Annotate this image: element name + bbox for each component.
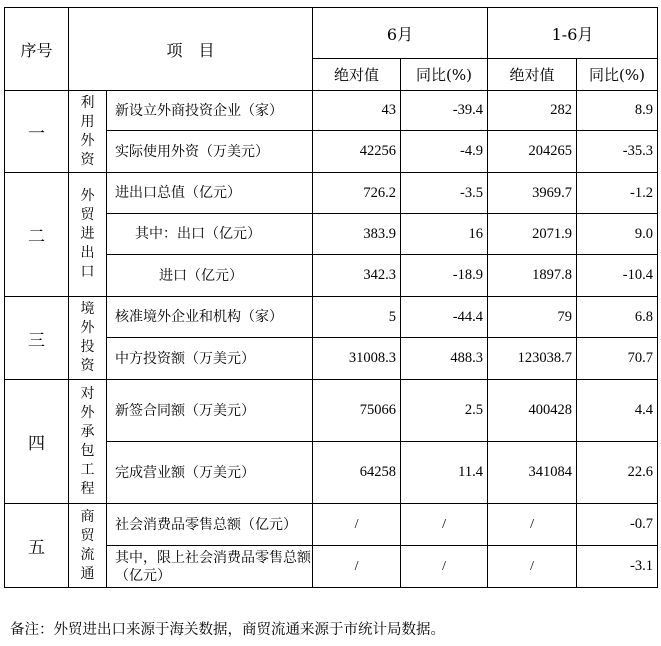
cell-abs-june: 64258	[313, 442, 401, 504]
row-item: 新签合同额（万美元）	[107, 380, 313, 442]
header-seq: 序号	[5, 8, 69, 91]
header-abs-june: 绝对值	[313, 59, 401, 91]
cell-abs-ytd: 2071.9	[488, 214, 577, 255]
cell-yoy-june: /	[401, 546, 488, 588]
row-item: 中方投资额（万美元）	[107, 338, 313, 380]
cell-yoy-ytd: -1.2	[577, 173, 658, 214]
cell-abs-ytd: 123038.7	[488, 338, 577, 380]
cell-abs-ytd: 79	[488, 297, 577, 338]
cell-yoy-june: 11.4	[401, 442, 488, 504]
section-category: 利 用 外 资	[69, 91, 107, 173]
section-category: 商 贸 流 通	[69, 504, 107, 588]
row-item: 进出口总值（亿元）	[107, 173, 313, 214]
header-june: 6月	[313, 8, 488, 59]
cell-abs-ytd: 282	[488, 91, 577, 131]
header-yoy-june: 同比(%)	[401, 59, 488, 91]
row-item: 实际使用外资（万美元）	[107, 131, 313, 173]
cell-yoy-ytd: 4.4	[577, 380, 658, 442]
header-abs-ytd: 绝对值	[488, 59, 577, 91]
cell-yoy-ytd: -3.1	[577, 546, 658, 588]
cell-yoy-june: -3.5	[401, 173, 488, 214]
cell-abs-june: 42256	[313, 131, 401, 173]
section-number: 二	[5, 173, 69, 297]
section-number: 一	[5, 91, 69, 173]
header-ytd: 1-6月	[488, 8, 658, 59]
footnote: 备注：外贸进出口来源于海关数据，商贸流通来源于市统计局数据。	[10, 622, 445, 638]
cell-yoy-ytd: -10.4	[577, 255, 658, 297]
cell-yoy-ytd: -0.7	[577, 504, 658, 546]
row-item: 社会消费品零售总额（亿元）	[107, 504, 313, 546]
cell-abs-ytd: 204265	[488, 131, 577, 173]
row-item: 进口（亿元）	[107, 255, 313, 297]
row-item: 完成营业额（万美元）	[107, 442, 313, 504]
section-category: 对 外 承 包 工 程	[69, 380, 107, 504]
section-number: 三	[5, 297, 69, 380]
cell-abs-june: /	[313, 546, 401, 588]
cell-yoy-june: /	[401, 504, 488, 546]
cell-abs-june: 43	[313, 91, 401, 131]
cell-abs-ytd: /	[488, 546, 577, 588]
cell-yoy-june: -4.9	[401, 131, 488, 173]
cell-abs-june: 383.9	[313, 214, 401, 255]
cell-abs-june: 31008.3	[313, 338, 401, 380]
cell-abs-june: 726.2	[313, 173, 401, 214]
row-item: 核准境外企业和机构（家）	[107, 297, 313, 338]
cell-abs-june: 5	[313, 297, 401, 338]
cell-abs-june: 342.3	[313, 255, 401, 297]
cell-yoy-june: -39.4	[401, 91, 488, 131]
cell-yoy-june: -18.9	[401, 255, 488, 297]
cell-abs-ytd: 400428	[488, 380, 577, 442]
cell-yoy-ytd: 8.9	[577, 91, 658, 131]
cell-abs-ytd: /	[488, 504, 577, 546]
row-item: 新设立外商投资企业（家）	[107, 91, 313, 131]
cell-abs-ytd: 1897.8	[488, 255, 577, 297]
cell-yoy-ytd: 70.7	[577, 338, 658, 380]
section-category: 境 外 投 资	[69, 297, 107, 380]
cell-abs-june: 75066	[313, 380, 401, 442]
header-item: 项 目	[69, 8, 313, 91]
header-yoy-ytd: 同比(%)	[577, 59, 658, 91]
section-category: 外 贸 进 出 口	[69, 173, 107, 297]
cell-yoy-ytd: 9.0	[577, 214, 658, 255]
cell-yoy-ytd: -35.3	[577, 131, 658, 173]
section-number: 五	[5, 504, 69, 588]
cell-yoy-june: -44.4	[401, 297, 488, 338]
section-number: 四	[5, 380, 69, 504]
cell-yoy-june: 2.5	[401, 380, 488, 442]
statistics-table	[4, 7, 658, 588]
cell-yoy-ytd: 6.8	[577, 297, 658, 338]
cell-yoy-june: 488.3	[401, 338, 488, 380]
cell-yoy-ytd: 22.6	[577, 442, 658, 504]
cell-abs-ytd: 341084	[488, 442, 577, 504]
row-item: 其中：出口（亿元）	[107, 214, 313, 255]
cell-abs-ytd: 3969.7	[488, 173, 577, 214]
cell-yoy-june: 16	[401, 214, 488, 255]
cell-abs-june: /	[313, 504, 401, 546]
row-item: 其中，限上社会消费品零售总额（亿元）	[107, 546, 313, 588]
